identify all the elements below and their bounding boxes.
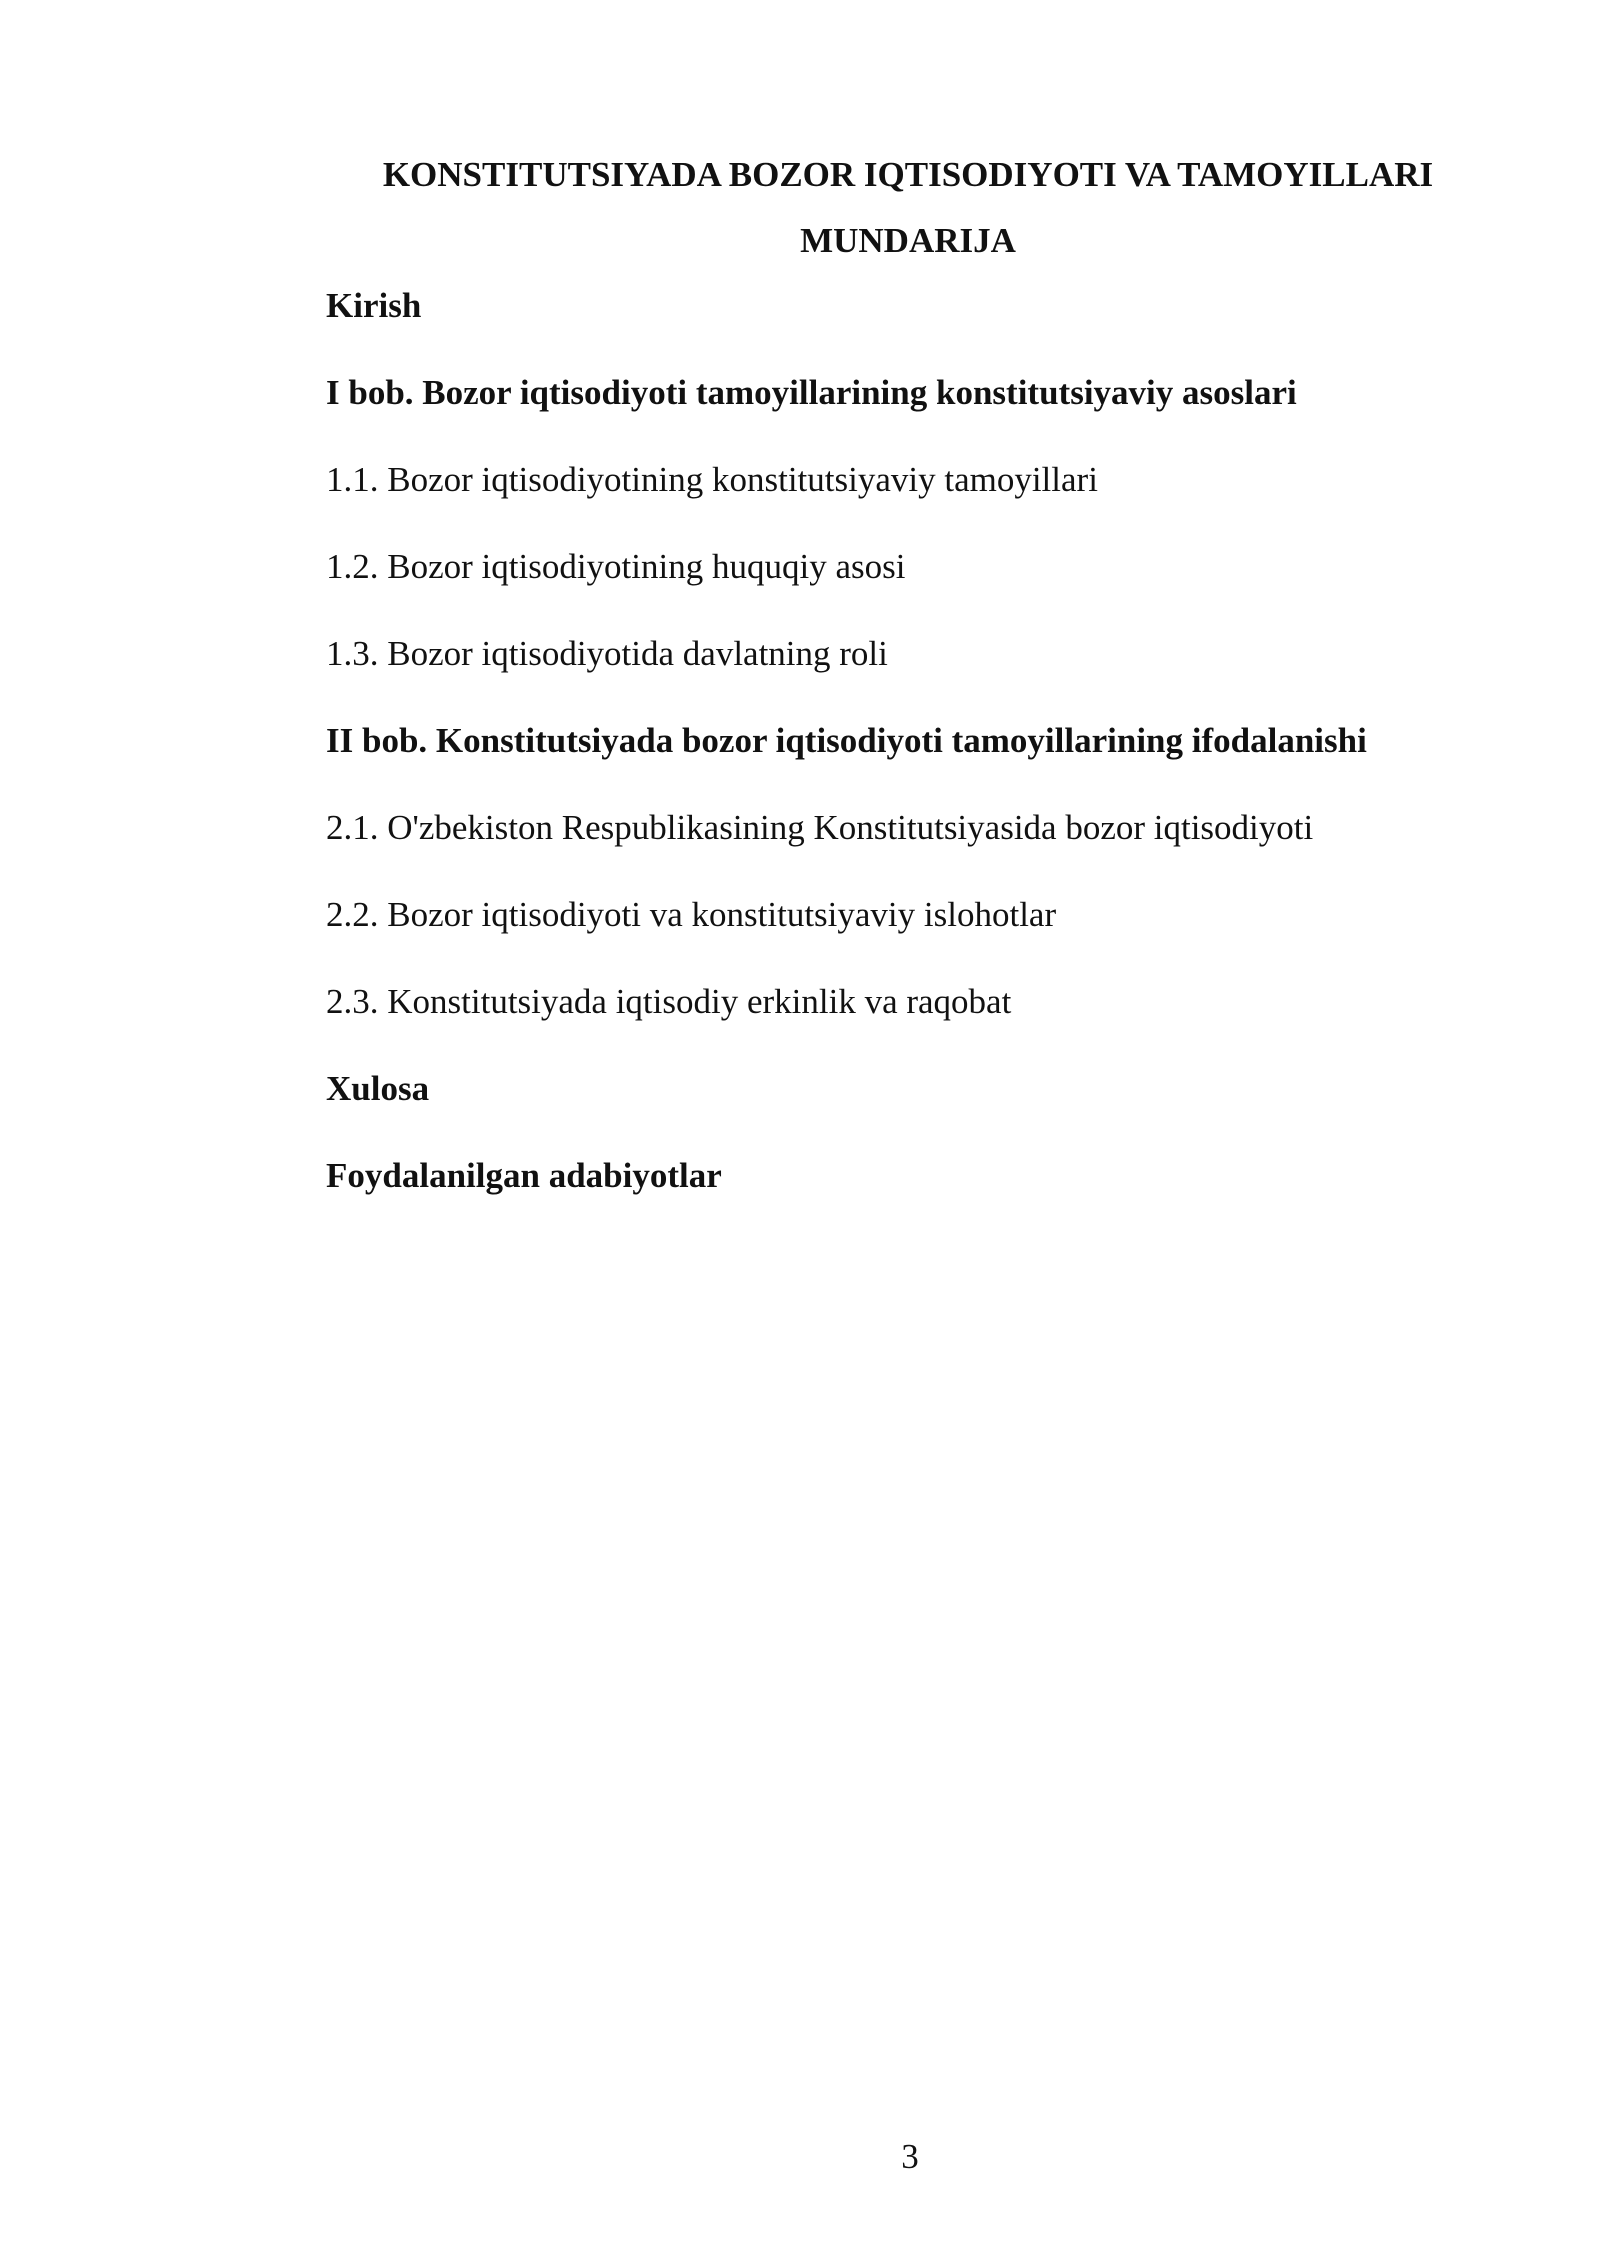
toc-entry-1-3: 1.3. Bozor iqtisodiyotida davlatning roli <box>326 634 888 673</box>
toc-entry-kirish: Kirish <box>326 286 422 325</box>
page-number: 3 <box>901 2137 919 2176</box>
toc-entry-chapter-1: I bob. Bozor iqtisodiyoti tamoyillarining konstitutsiyaviy asoslari <box>326 373 1297 412</box>
toc-entry-2-1: 2.1. O'zbekiston Respublikasining Konstitutsiyasida bozor iqtisodiyoti <box>326 808 1314 847</box>
toc-entry-1-1: 1.1. Bozor iqtisodiyotining konstitutsiyaviy tamoyillari <box>326 460 1098 499</box>
toc-entry-1-2: 1.2. Bozor iqtisodiyotining huquqiy asosi <box>326 547 906 586</box>
document-title: KONSTITUTSIYADA BOZOR IQTISODIYOTI VA TAMOYILLARI <box>382 155 1434 194</box>
toc-entry-2-2: 2.2. Bozor iqtisodiyoti va konstitutsiyaviy islohotlar <box>326 895 1057 934</box>
toc-entry-chapter-2: II bob. Konstitutsiyada bozor iqtisodiyoti tamoyillarining ifodalanishi <box>326 721 1367 760</box>
table-of-contents <box>326 279 1526 1236</box>
toc-entry-references: Foydalanilgan adabiyotlar <box>326 1156 722 1195</box>
toc-entry-2-3: 2.3. Konstitutsiyada iqtisodiy erkinlik va raqobat <box>326 982 1012 1021</box>
toc-heading: MUNDARIJA <box>800 221 1016 260</box>
toc-entry-xulosa: Xulosa <box>326 1069 430 1108</box>
